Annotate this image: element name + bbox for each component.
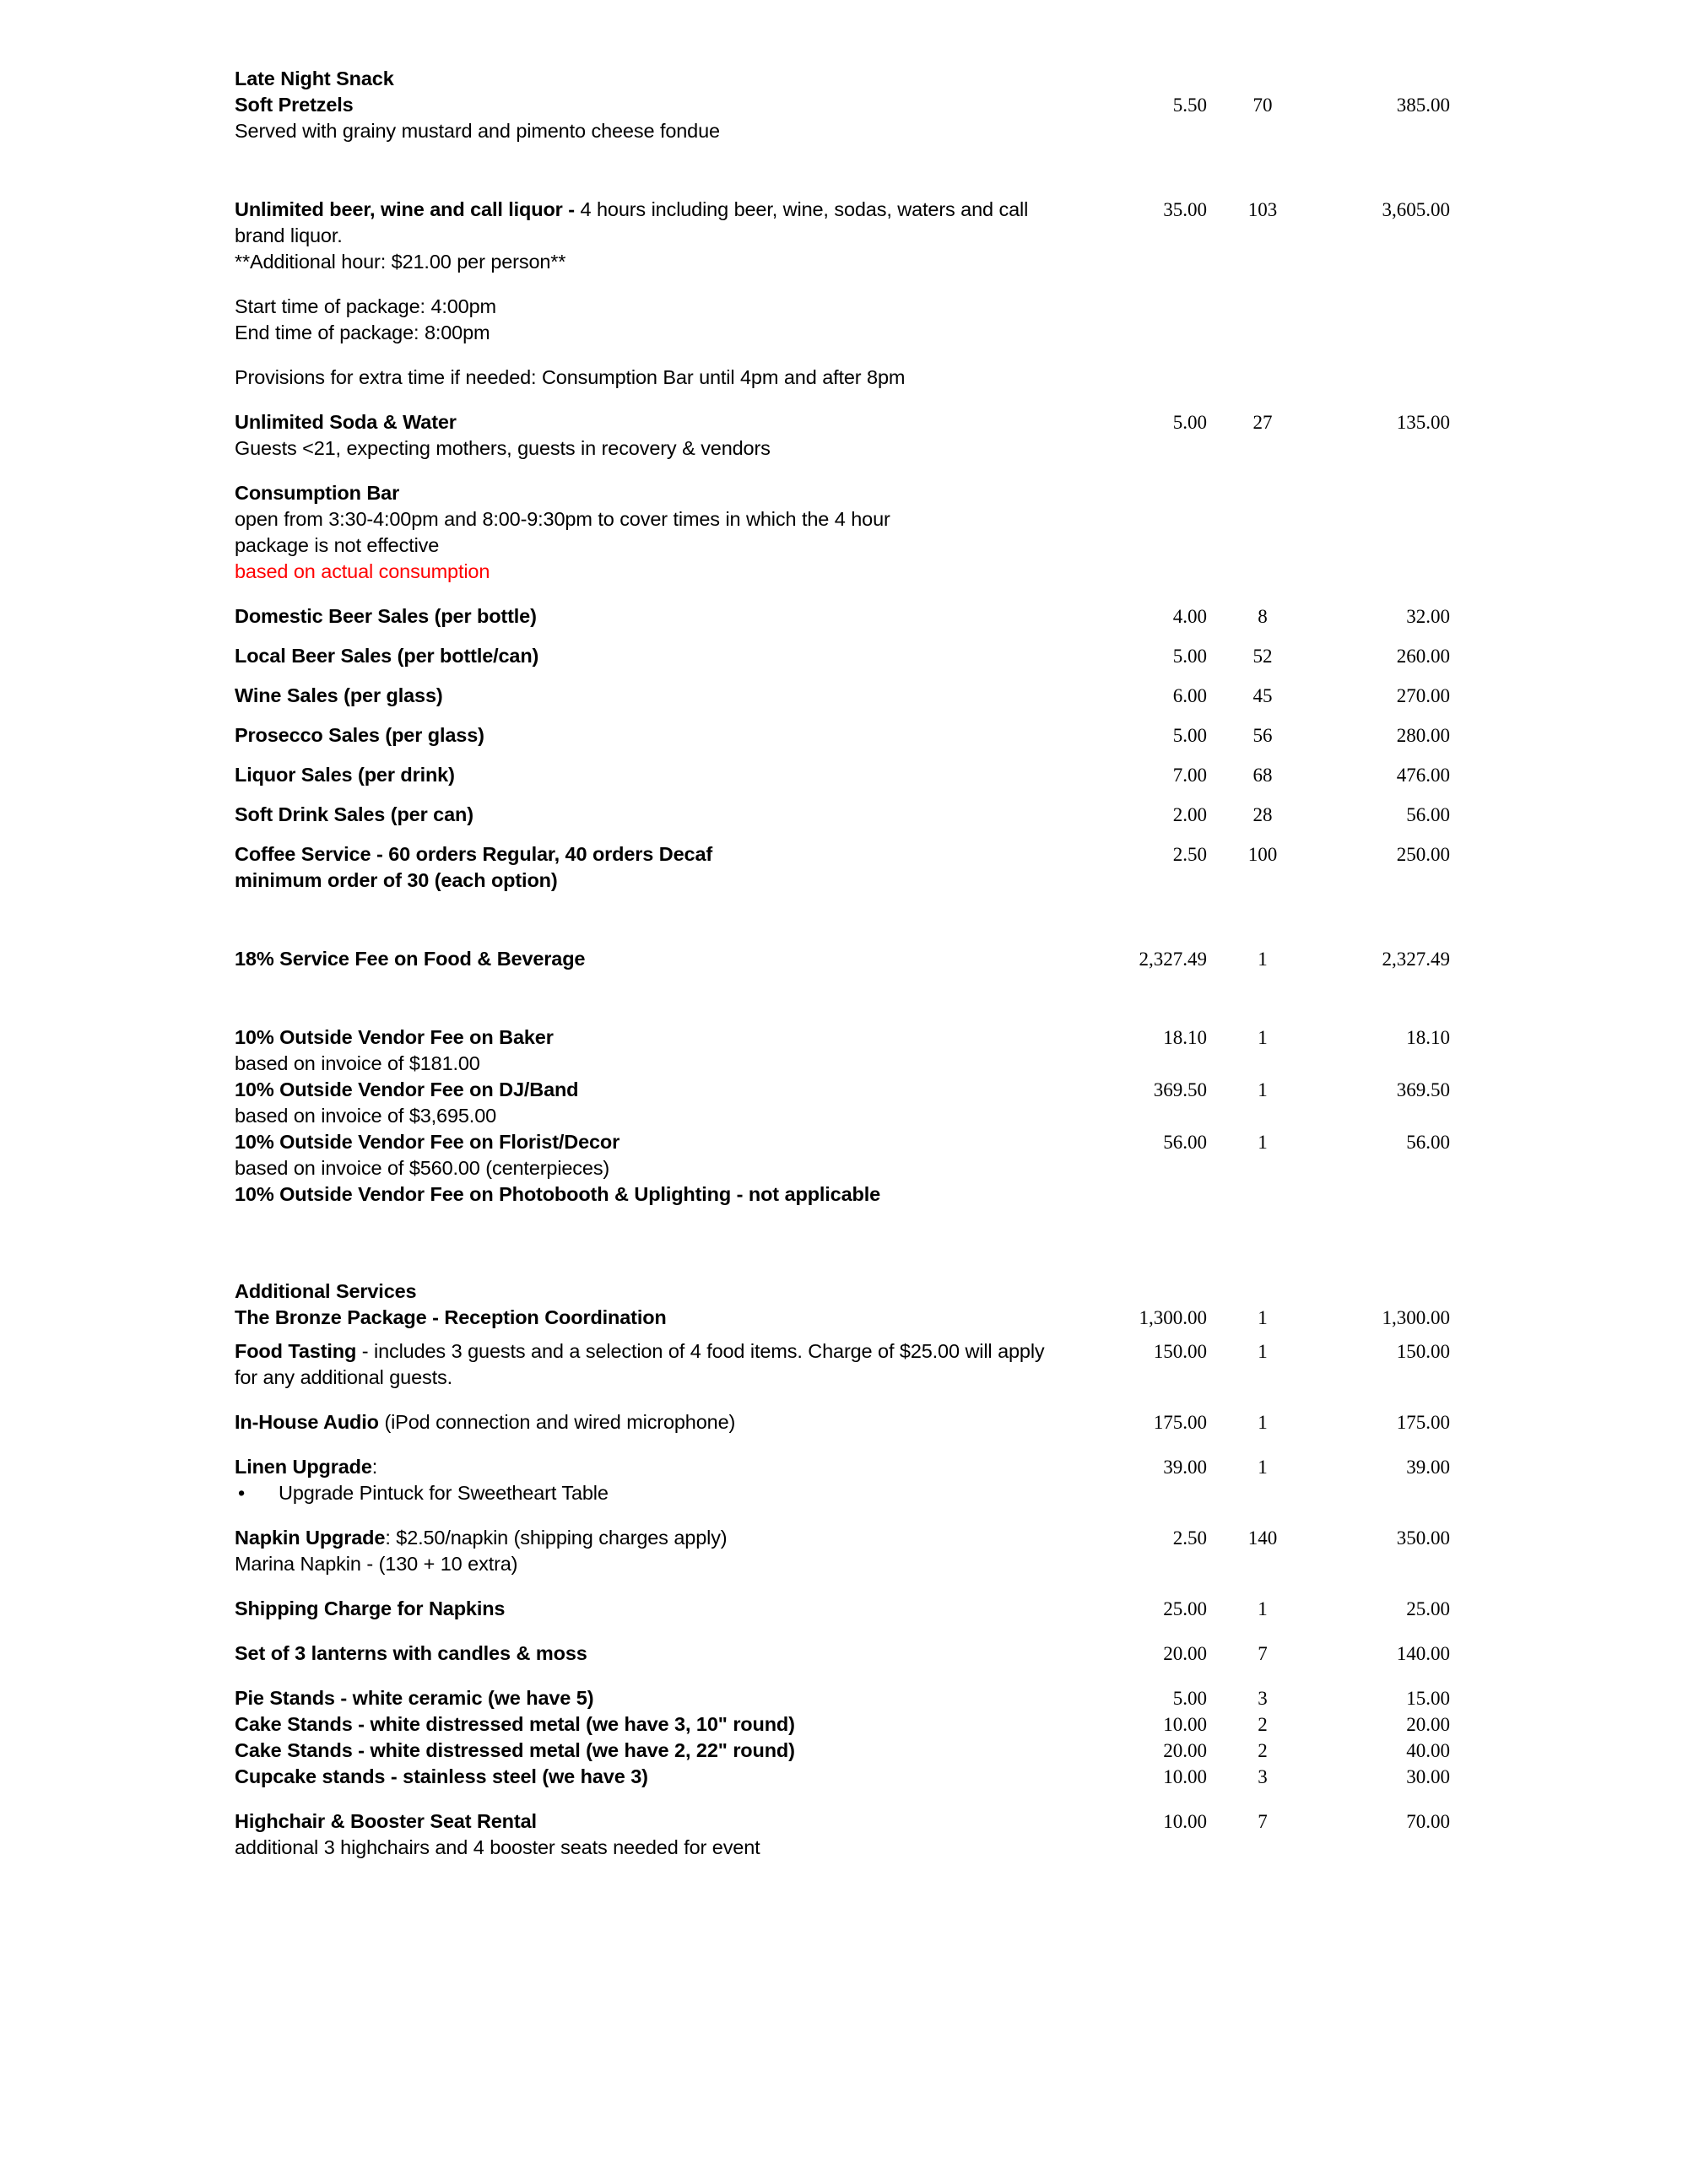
item-price: 150.00: [1153, 1341, 1207, 1362]
item-description: based on invoice of $181.00: [235, 1052, 480, 1074]
item-title: 10% Outside Vendor Fee on Baker: [235, 1026, 554, 1048]
item-title: Shipping Charge for Napkins: [235, 1597, 506, 1619]
item-amounts: [1045, 1596, 1450, 1622]
item-amounts: [1045, 722, 1450, 749]
item-qty: 1: [1258, 1598, 1268, 1619]
spacer: [235, 669, 1450, 683]
line-item-prosecco-sales: [235, 722, 1450, 749]
item-price: 6.00: [1172, 685, 1207, 706]
item-description: based on invoice of $3,695.00: [235, 1105, 497, 1127]
spacer: [235, 1667, 1450, 1685]
item-total: 15.00: [1406, 1688, 1450, 1709]
line-item-vendor-fee-florist-decor: [235, 1129, 1450, 1181]
item-total: 369.50: [1396, 1079, 1450, 1100]
item-title-rest: : $2.50/napkin (shipping charges apply): [385, 1527, 728, 1549]
spacer: [235, 749, 1450, 762]
item-title: Local Beer Sales (per bottle/can): [235, 645, 539, 667]
item-qty: 56: [1252, 725, 1273, 746]
item-price: 10.00: [1163, 1766, 1207, 1787]
item-title: 10% Outside Vendor Fee on Florist/Decor: [235, 1131, 620, 1153]
item-total: 32.00: [1406, 606, 1450, 627]
item-amounts: [1045, 683, 1450, 709]
item-qty: 103: [1247, 199, 1278, 220]
item-qty: 140: [1247, 1527, 1278, 1549]
item-qty: 2: [1258, 1740, 1268, 1761]
item-amounts: [1045, 1077, 1450, 1103]
item-price: 5.00: [1172, 1688, 1207, 1709]
line-item-lantern-set: [235, 1641, 1450, 1667]
item-title: Prosecco Sales (per glass): [235, 724, 484, 746]
item-price: 5.00: [1172, 412, 1207, 433]
item-amounts: [1045, 762, 1450, 788]
section-subtext-line-1: open from 3:30-4:00pm and 8:00-9:30pm to cover times in which the 4 hour: [235, 508, 890, 530]
item-note: **Additional hour: $21.00 per person**: [235, 251, 566, 273]
spacer: [235, 391, 1450, 409]
item-title: Coffee Service - 60 orders Regular, 40 orders Decaf: [235, 843, 713, 865]
item-price: 25.00: [1163, 1598, 1207, 1619]
line-item-linen-upgrade: [235, 1454, 1450, 1506]
item-total: 3,605.00: [1382, 199, 1450, 220]
item-price: 20.00: [1163, 1740, 1207, 1761]
line-item-cake-stands-22in: [235, 1738, 1450, 1764]
item-title: In-House Audio: [235, 1411, 379, 1433]
item-amounts: [1045, 802, 1450, 828]
item-title: Cupcake stands - stainless steel (we have 3): [235, 1765, 648, 1787]
item-title-rest: :: [371, 1456, 378, 1478]
line-item-shipping-charge-napkins: [235, 1596, 1450, 1622]
item-qty: 1: [1258, 1079, 1268, 1100]
item-price: 10.00: [1163, 1714, 1207, 1735]
item-total: 39.00: [1406, 1457, 1450, 1478]
line-item-highchair-booster-rental: [235, 1808, 1450, 1861]
item-amounts: [1045, 1024, 1450, 1051]
item-total: 270.00: [1396, 685, 1450, 706]
item-qty: 100: [1247, 844, 1278, 865]
item-amounts: [1045, 1641, 1450, 1667]
item-qty: 7: [1258, 1643, 1268, 1664]
item-amounts: [1045, 1764, 1450, 1790]
line-item-soft-drink-sales: [235, 802, 1450, 828]
item-total: 70.00: [1406, 1811, 1450, 1832]
item-total: 56.00: [1406, 804, 1450, 825]
item-title-rest: (iPod connection and wired microphone): [378, 1411, 736, 1433]
spacer: [235, 462, 1450, 480]
item-qty: 7: [1258, 1811, 1268, 1832]
spacer: [235, 1577, 1450, 1596]
item-price: 1,300.00: [1139, 1307, 1207, 1328]
item-amounts: [1045, 1409, 1450, 1435]
spacer: [235, 894, 1450, 946]
item-qty: 1: [1258, 1307, 1268, 1328]
item-qty: 52: [1252, 646, 1273, 667]
line-item-food-tasting: [235, 1338, 1450, 1391]
item-total: 56.00: [1406, 1132, 1450, 1153]
item-title-rest: 4 hours including beer, wine, sodas, waters and call brand liquor.: [235, 198, 1029, 246]
spacer: [235, 1331, 1450, 1338]
spacer: [235, 1790, 1450, 1808]
item-price: 39.00: [1163, 1457, 1207, 1478]
line-item-wine-sales: [235, 683, 1450, 709]
item-amounts: [1045, 946, 1450, 972]
item-title: 18% Service Fee on Food & Beverage: [235, 948, 586, 970]
item-description: based on invoice of $560.00 (centerpieces): [235, 1157, 610, 1179]
spacer: [235, 630, 1450, 643]
item-title: Pie Stands - white ceramic (we have 5): [235, 1687, 594, 1709]
item-price: 5.50: [1172, 95, 1207, 116]
invoice-body: [235, 66, 1450, 1861]
item-total: 250.00: [1396, 844, 1450, 865]
item-price: 175.00: [1153, 1412, 1207, 1433]
item-qty: 3: [1258, 1688, 1268, 1709]
item-qty: 1: [1258, 1412, 1268, 1433]
item-qty: 1: [1258, 1132, 1268, 1153]
item-amounts: [1045, 1305, 1450, 1331]
item-amounts: [1045, 197, 1450, 223]
item-title: Soft Drink Sales (per can): [235, 803, 473, 825]
item-title: 10% Outside Vendor Fee on DJ/Band: [235, 1078, 579, 1100]
item-total: 25.00: [1406, 1598, 1450, 1619]
item-amounts: [1045, 1454, 1450, 1480]
package-provisions: [235, 365, 1450, 391]
bullet-icon: •: [238, 1482, 246, 1504]
item-price: 10.00: [1163, 1811, 1207, 1832]
item-title: Wine Sales (per glass): [235, 684, 443, 706]
package-end-time: End time of package: 8:00pm: [235, 322, 490, 343]
item-total: 175.00: [1396, 1412, 1450, 1433]
item-total: 18.10: [1406, 1027, 1450, 1048]
item-amounts: [1045, 1808, 1450, 1835]
item-total: 350.00: [1396, 1527, 1450, 1549]
line-item-in-house-audio: [235, 1409, 1450, 1435]
item-total: 150.00: [1396, 1341, 1450, 1362]
item-price: 4.00: [1172, 606, 1207, 627]
item-price: 56.00: [1163, 1132, 1207, 1153]
item-title: 10% Outside Vendor Fee on Photobooth & Uplighting - not applicable: [235, 1183, 880, 1205]
item-description: Guests <21, expecting mothers, guests in recovery & vendors: [235, 437, 771, 459]
item-qty: 28: [1252, 804, 1273, 825]
item-price: 5.00: [1172, 646, 1207, 667]
item-price: 2.00: [1172, 804, 1207, 825]
item-qty: 3: [1258, 1766, 1268, 1787]
section-heading-additional-services: [235, 1279, 1450, 1305]
section-title: Late Night Snack: [235, 68, 394, 89]
item-title: Highchair & Booster Seat Rental: [235, 1810, 537, 1832]
spacer: [235, 1260, 1450, 1279]
item-amounts: [1045, 841, 1450, 868]
item-total: 30.00: [1406, 1766, 1450, 1787]
item-title-rest: - includes 3 guests and a selection of 4 food items. Charge of $25.00 will apply for any additional guests.: [235, 1340, 1045, 1388]
item-total: 476.00: [1396, 765, 1450, 786]
item-total: 385.00: [1396, 95, 1450, 116]
line-item-service-fee: [235, 946, 1450, 972]
consumption-red-note: based on actual consumption: [235, 560, 490, 582]
line-item-cupcake-stands: [235, 1764, 1450, 1790]
line-item-domestic-beer: [235, 603, 1450, 630]
item-description: additional 3 highchairs and 4 booster seats needed for event: [235, 1836, 760, 1858]
item-total: 40.00: [1406, 1740, 1450, 1761]
item-total: 260.00: [1396, 646, 1450, 667]
item-qty: 27: [1252, 412, 1273, 433]
line-item-pie-stands: [235, 1685, 1450, 1711]
item-title: Cake Stands - white distressed metal (we have 3, 10" round): [235, 1713, 795, 1735]
spacer: [235, 1622, 1450, 1641]
provisions-text: Provisions for extra time if needed: Consumption Bar until 4pm and after 8pm: [235, 366, 906, 388]
item-qty: 2: [1258, 1714, 1268, 1735]
spacer: [235, 828, 1450, 841]
item-title: Linen Upgrade: [235, 1456, 372, 1478]
spacer: [235, 1435, 1450, 1454]
section-title: Additional Services: [235, 1280, 417, 1302]
item-title: Unlimited beer, wine and call liquor -: [235, 198, 575, 220]
item-qty: 1: [1258, 1457, 1268, 1478]
item-total: 280.00: [1396, 725, 1450, 746]
line-item-unlimited-bar-package: [235, 197, 1450, 275]
line-item-soft-pretzels: [235, 92, 1450, 144]
spacer: [235, 585, 1450, 603]
item-price: 18.10: [1163, 1027, 1207, 1048]
item-title: Unlimited Soda & Water: [235, 411, 457, 433]
item-amounts: [1045, 92, 1450, 118]
item-title: Liquor Sales (per drink): [235, 764, 455, 786]
item-title: The Bronze Package - Reception Coordination: [235, 1306, 667, 1328]
spacer: [235, 709, 1450, 722]
item-qty: 45: [1252, 685, 1273, 706]
section-subtext-line-2: package is not effective: [235, 534, 440, 556]
item-total: 140.00: [1396, 1643, 1450, 1664]
item-title: Food Tasting: [235, 1340, 357, 1362]
line-item-vendor-fee-photobooth-uplighting: [235, 1181, 1450, 1208]
section-heading-consumption-bar: [235, 480, 1450, 585]
line-item-cake-stands-10in: [235, 1711, 1450, 1738]
line-item-coffee-service: [235, 841, 1450, 894]
item-qty: 70: [1252, 95, 1273, 116]
spacer: [235, 144, 1450, 197]
line-item-vendor-fee-baker: [235, 1024, 1450, 1077]
item-price: 369.50: [1153, 1079, 1207, 1100]
spacer: [235, 1506, 1450, 1525]
item-amounts: [1045, 1738, 1450, 1764]
item-title-line-2: minimum order of 30 (each option): [235, 869, 558, 891]
item-price: 2.50: [1172, 844, 1207, 865]
item-title: Domestic Beer Sales (per bottle): [235, 605, 537, 627]
line-item-liquor-sales: [235, 762, 1450, 788]
spacer: [235, 1391, 1450, 1409]
item-qty: 68: [1252, 765, 1273, 786]
item-amounts: [1045, 1338, 1450, 1365]
item-amounts: [1045, 643, 1450, 669]
spacer: [235, 275, 1450, 294]
package-times: [235, 294, 1450, 346]
spacer: [235, 1208, 1450, 1260]
item-price: 2.50: [1172, 1527, 1207, 1549]
item-price: 5.00: [1172, 725, 1207, 746]
item-total: 1,300.00: [1382, 1307, 1450, 1328]
item-qty: 1: [1258, 949, 1268, 970]
item-total: 20.00: [1406, 1714, 1450, 1735]
item-title: Cake Stands - white distressed metal (we have 2, 22" round): [235, 1739, 795, 1761]
item-price: 20.00: [1163, 1643, 1207, 1664]
item-qty: 8: [1258, 606, 1268, 627]
item-title: Napkin Upgrade: [235, 1527, 386, 1549]
section-title: Consumption Bar: [235, 482, 400, 504]
line-item-napkin-upgrade: [235, 1525, 1450, 1577]
section-heading-late-night-snack: [235, 66, 1450, 92]
package-start-time: Start time of package: 4:00pm: [235, 295, 496, 317]
item-amounts: [1045, 1685, 1450, 1711]
item-description: Served with grainy mustard and pimento cheese fondue: [235, 120, 720, 142]
spacer: [235, 788, 1450, 802]
line-item-bronze-package: [235, 1305, 1450, 1331]
item-total: 2,327.49: [1382, 949, 1450, 970]
line-item-local-beer: [235, 643, 1450, 669]
item-price: 2,327.49: [1139, 949, 1207, 970]
item-title: Soft Pretzels: [235, 94, 354, 116]
item-description: Marina Napkin - (130 + 10 extra): [235, 1553, 518, 1575]
item-amounts: [1045, 1129, 1450, 1155]
item-qty: 1: [1258, 1027, 1268, 1048]
line-item-unlimited-soda-water: [235, 409, 1450, 462]
item-price: 35.00: [1163, 199, 1207, 220]
linen-upgrade-bullet-text: Upgrade Pintuck for Sweetheart Table: [279, 1482, 609, 1504]
item-price: 7.00: [1172, 765, 1207, 786]
item-total: 135.00: [1396, 412, 1450, 433]
item-amounts: [1045, 1711, 1450, 1738]
item-title: Set of 3 lanterns with candles & moss: [235, 1642, 587, 1664]
item-amounts: [1045, 603, 1450, 630]
item-qty: 1: [1258, 1341, 1268, 1362]
item-amounts: [1045, 409, 1450, 435]
line-item-vendor-fee-dj-band: [235, 1077, 1450, 1129]
item-amounts: [1045, 1525, 1450, 1551]
spacer: [235, 972, 1450, 1024]
spacer: [235, 346, 1450, 365]
